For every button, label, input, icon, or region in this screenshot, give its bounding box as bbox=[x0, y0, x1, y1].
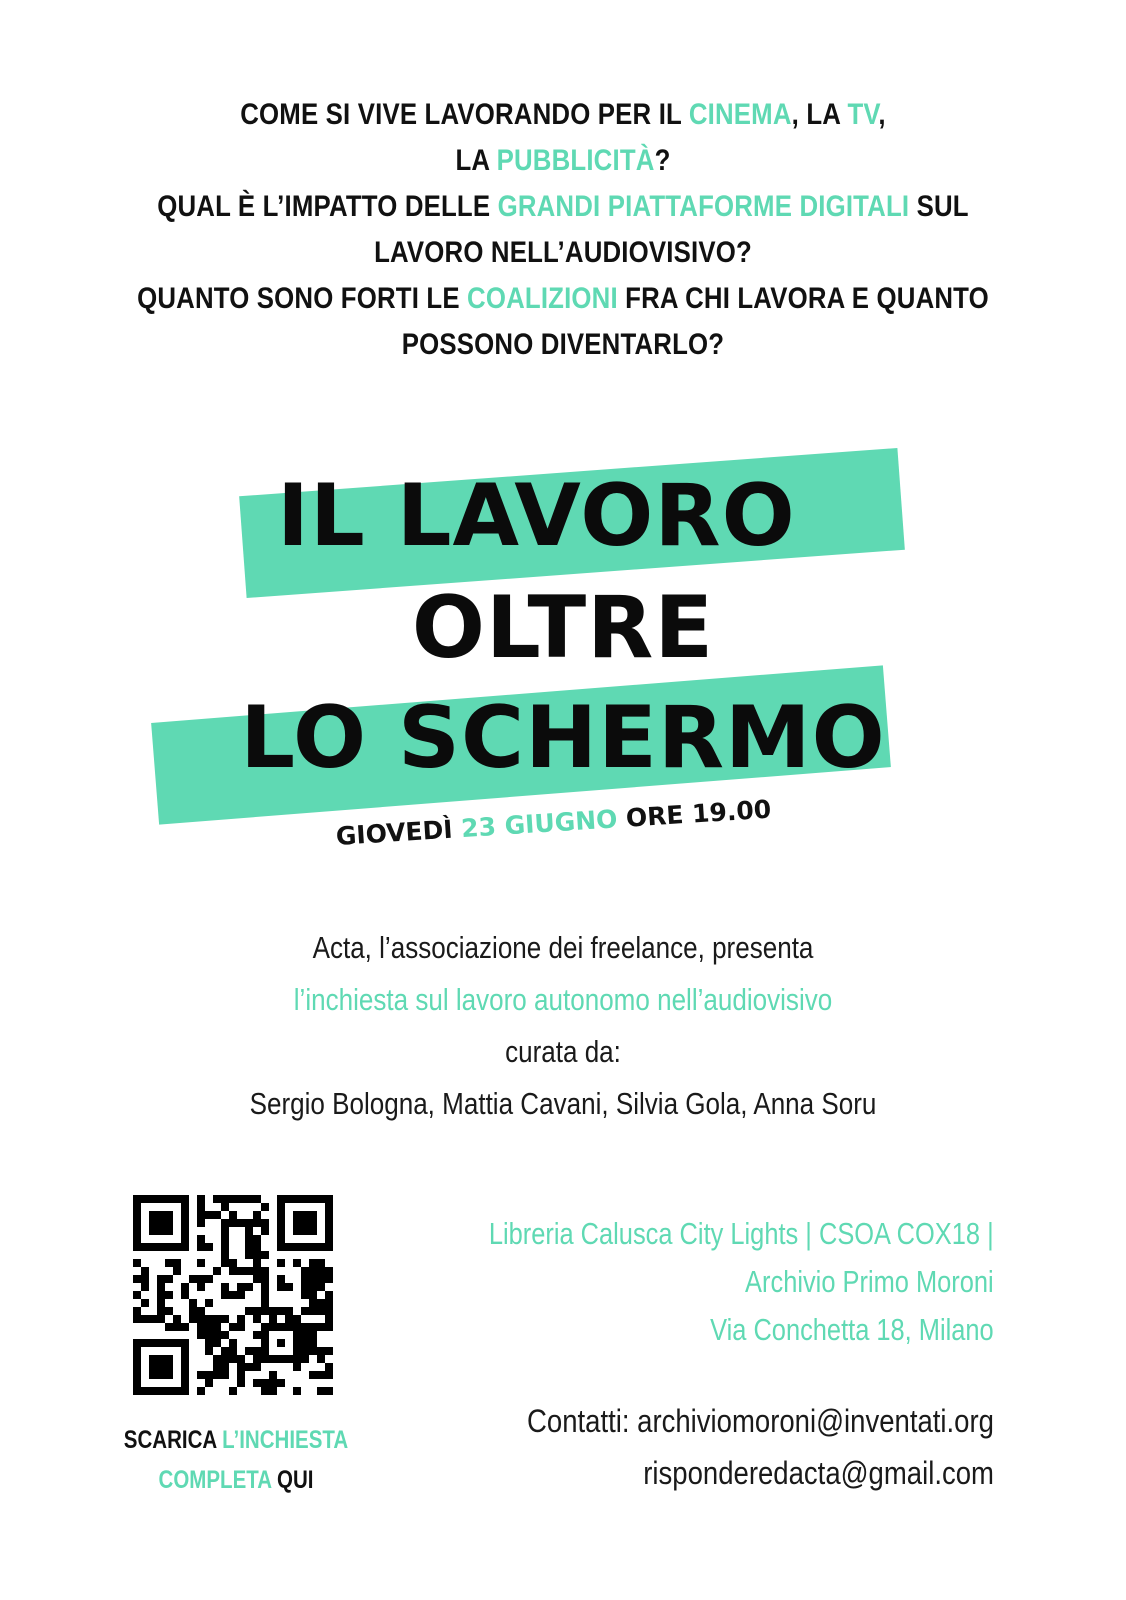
authors-list: Sergio Bologna, Mattia Cavani, Silvia Gola, Anna Soru bbox=[249, 1086, 877, 1121]
question-text: COME SI VIVE LAVORANDO PER IL bbox=[240, 98, 689, 131]
question-text: FRA CHI LAVORA E QUANTO bbox=[617, 282, 989, 315]
qr-caption-text: QUI bbox=[271, 1466, 314, 1494]
question-line-5 bbox=[79, 276, 1047, 322]
inquiry-title: l’inchiesta sul lavoro autonomo nell’audiovisivo bbox=[293, 982, 833, 1017]
title-line-3: LO SCHERMO bbox=[240, 688, 886, 788]
qr-caption-text: SCARICA bbox=[123, 1426, 223, 1454]
question-text: LA bbox=[455, 144, 497, 177]
contact-email-2[interactable]: risponderedacta@gmail.com bbox=[643, 1455, 994, 1491]
question-line-6 bbox=[79, 322, 1047, 368]
question-line-4 bbox=[79, 230, 1047, 276]
qr-caption bbox=[121, 1420, 351, 1500]
question-text: ? bbox=[654, 144, 671, 177]
contact-email-1[interactable]: Contatti: archiviomoroni@inventati.org bbox=[527, 1403, 994, 1439]
question-line-2 bbox=[79, 138, 1047, 184]
venue-block bbox=[489, 1210, 994, 1354]
highlight-tv: TV bbox=[847, 98, 879, 131]
presentation-block bbox=[90, 922, 1036, 1130]
question-line-1 bbox=[79, 92, 1047, 138]
highlight-coalizioni: COALIZIONI bbox=[467, 282, 618, 315]
presentation-line-1: Acta, l’associazione dei freelance, presenta bbox=[312, 930, 814, 965]
presentation-line-3: curata da: bbox=[505, 1034, 621, 1069]
question-line-3 bbox=[79, 184, 1047, 230]
qr-caption-line-1 bbox=[121, 1420, 351, 1460]
venue-line-1: Libreria Calusca City Lights | CSOA COX18 | bbox=[489, 1216, 994, 1251]
question-text: , LA bbox=[791, 98, 848, 131]
title-line-2: OLTRE bbox=[411, 578, 715, 678]
qr-code-icon[interactable] bbox=[133, 1195, 333, 1395]
question-text: QUANTO SONO FORTI LE bbox=[137, 282, 468, 315]
question-text: LAVORO NELL’AUDIOVISIVO? bbox=[374, 236, 752, 269]
event-day: GIOVEDÌ bbox=[335, 814, 463, 851]
qr-caption-line-2 bbox=[121, 1460, 351, 1500]
intro-questions bbox=[79, 92, 1047, 368]
question-text: , bbox=[878, 98, 886, 131]
title-line-1: IL LAVORO bbox=[277, 466, 796, 566]
event-time: ORE 19.00 bbox=[616, 794, 772, 834]
qr-caption-highlight: L’INCHIESTA bbox=[222, 1426, 349, 1454]
question-text: SUL bbox=[909, 190, 969, 223]
question-text: QUAL È L’IMPATTO DELLE bbox=[157, 190, 498, 223]
highlight-piattaforme: GRANDI PIATTAFORME DIGITALI bbox=[497, 190, 910, 223]
contacts-block bbox=[527, 1395, 994, 1499]
highlight-pubblicita: PUBBLICITÀ bbox=[496, 144, 655, 177]
qr-caption-highlight: COMPLETA bbox=[158, 1466, 272, 1494]
event-date-highlight: 23 GIUGNO bbox=[460, 804, 619, 844]
venue-address: Via Conchetta 18, Milano bbox=[710, 1312, 994, 1347]
venue-line-2: Archivio Primo Moroni bbox=[745, 1264, 994, 1299]
question-text: POSSONO DIVENTARLO? bbox=[401, 328, 725, 361]
highlight-cinema: CINEMA bbox=[688, 98, 792, 131]
